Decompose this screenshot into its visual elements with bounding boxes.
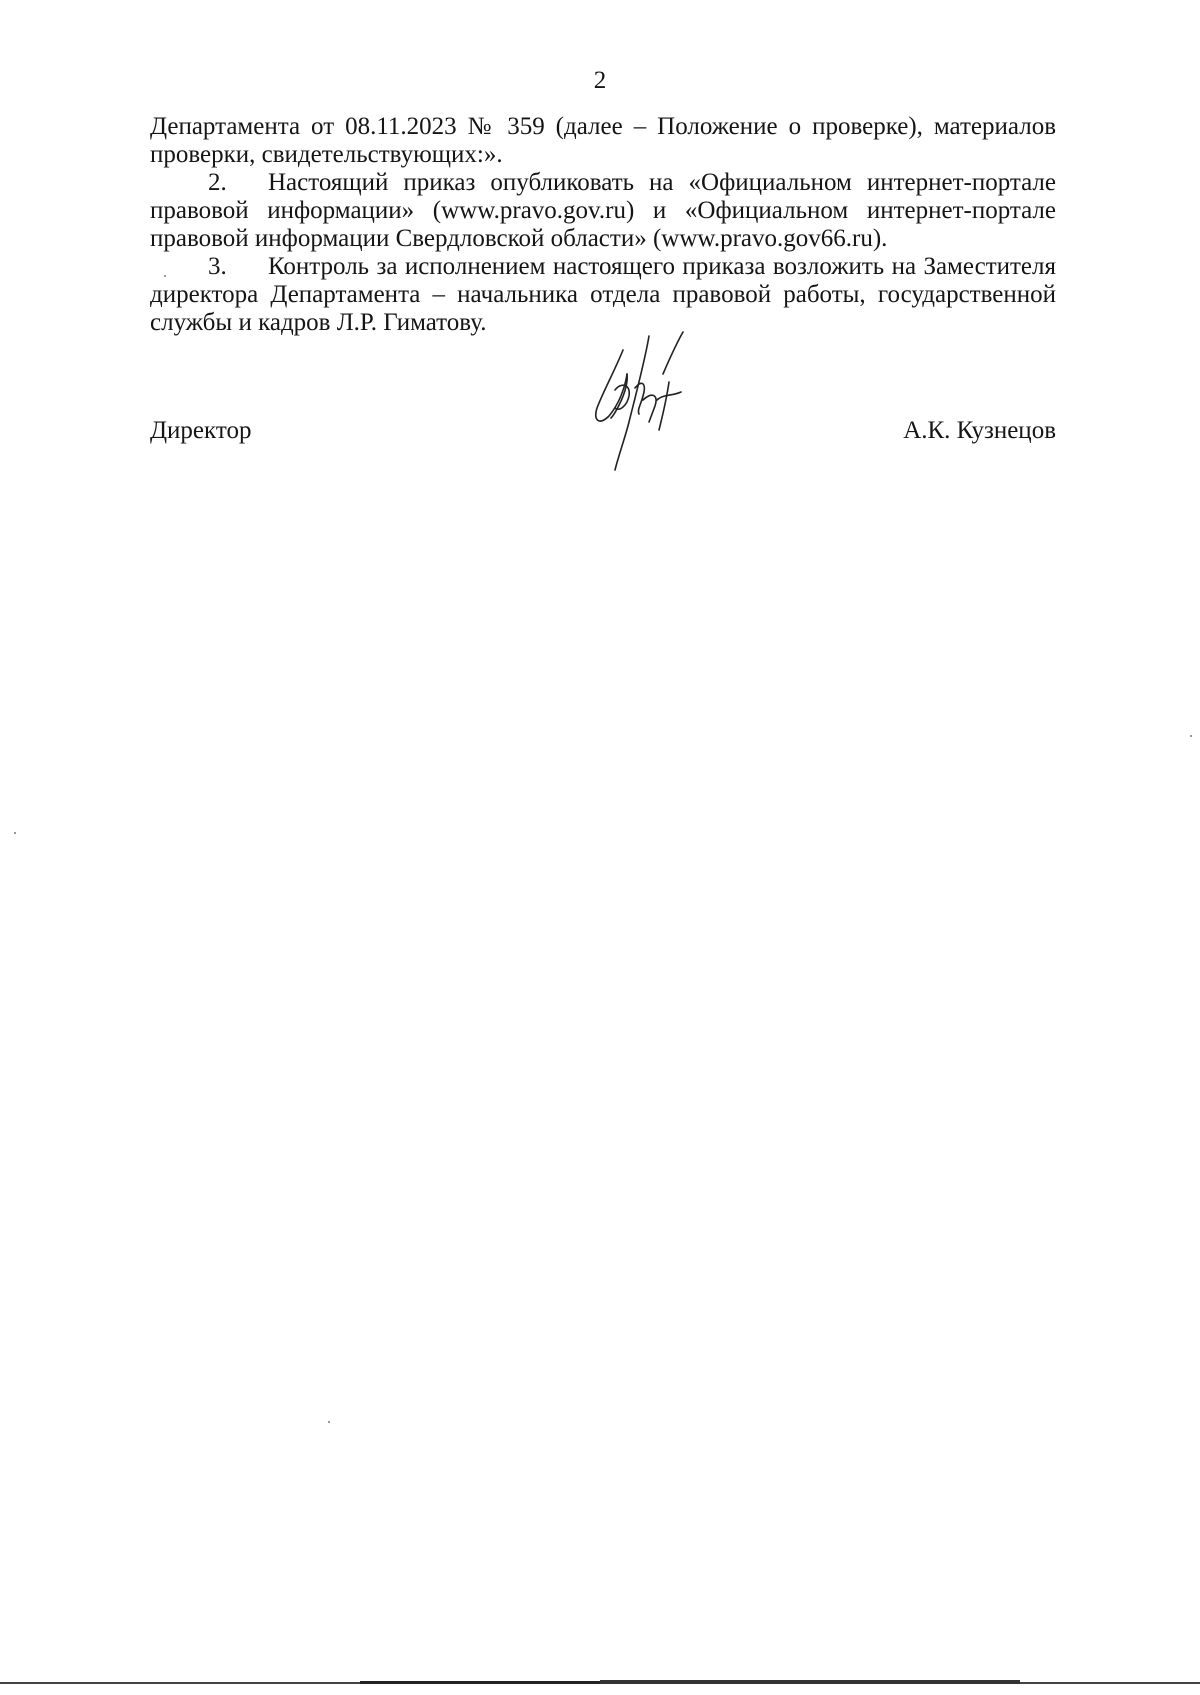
scan-speck <box>14 832 16 834</box>
item-3-text: Контроль за исполнением настоящего приказа возложить на Заместителя директора Департамента – начальника отдела правовой работы, государственной службы и кадров Л.Р. Гиматову. <box>150 253 1056 336</box>
position-title: Директор <box>150 417 252 444</box>
scan-bottom-edge <box>0 1680 1200 1686</box>
item-2-number: 2. <box>208 169 227 196</box>
paragraph-item-3 <box>150 253 1056 337</box>
page-number: 2 <box>593 67 607 94</box>
signatory-name: А.К. Кузнецов <box>903 417 1056 444</box>
scan-speck <box>164 275 166 277</box>
scan-speck <box>1190 735 1192 737</box>
document-body <box>150 113 1056 337</box>
item-2-text: Настоящий приказ опубликовать на «Официальном интернет-портале правовой информации» (www.pravo.gov.ru) и «Официальном интернет-портале правовой информации Свердловской области» (www.pravo.gov66.ru). <box>150 169 1056 252</box>
scan-speck <box>328 1421 330 1423</box>
handwritten-signature <box>585 330 715 475</box>
item-3-number: 3. <box>208 253 227 280</box>
paragraph-item-2 <box>150 169 1056 253</box>
signature-row <box>150 416 1056 448</box>
paragraph-continuation: Департамента от 08.11.2023 № 359 (далее – Положение о проверке), материалов проверки, свидетельствующих:». <box>150 113 1056 168</box>
